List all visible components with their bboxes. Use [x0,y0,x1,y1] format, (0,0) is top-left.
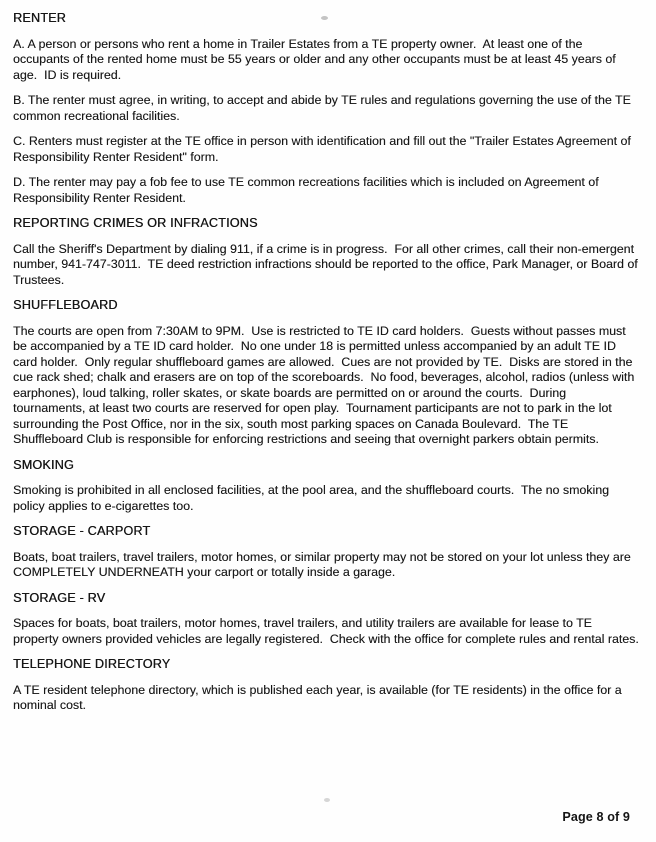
paragraph-renter-d: D. The renter may pay a fob fee to use TE common recreations facilities which is included on Agreement of Responsibility Renter Resident. [13,175,603,205]
paragraph-renter-b: B. The renter must agree, in writing, to accept and abide by TE rules and regulations governing the use of the TE common recreational facilities. [13,93,635,123]
scan-artifact-bottom [324,798,330,802]
heading-smoking: SMOKING [13,457,74,472]
section-telephone-directory [13,657,640,714]
heading-telephone-directory: TELEPHONE DIRECTORY [13,657,171,671]
paragraph-renter-a: A. A person or persons who rent a home in Trailer Estates from a TE property owner. At least one of the occupants of the rented home must be 55 years or older and any other occupants must be at least 45 years of age. ID is required. [13,36,620,82]
section-reporting-crimes [13,216,640,288]
paragraph-renter-c: C. Renters must register at the TE office in person with identification and fill out the "Trailer Estates Agreement of Responsibility Renter Resident" form. [13,134,635,164]
heading-storage-carport: STORAGE - CARPORT [13,524,151,538]
page-number: Page 8 of 9 [562,810,630,824]
paragraph-telephone-directory: A TE resident telephone directory, which is published each year, is available (for TE residents) in the office for a nominal cost. [13,682,626,712]
section-smoking [13,458,640,515]
scan-artifact-top [321,16,328,20]
paragraph-storage-rv: Spaces for boats, boat trailers, motor homes, travel trailers, and utility trailers are available for lease to TE property owners provided vehicles are legally registered. Check with the office for complete rules and rental rates. [13,616,639,646]
heading-storage-rv: STORAGE - RV [13,590,106,605]
section-renter [13,11,640,206]
paragraph-smoking: Smoking is prohibited in all enclosed facilities, at the pool area, and the shuffleboard courts. The no smoking policy applies to e-cigarettes too. [13,483,613,513]
section-storage-carport [13,524,640,581]
document-body [13,11,640,714]
paragraph-shuffleboard: The courts are open from 7:30AM to 9PM. Use is restricted to TE ID card holders. Guests without passes must be accompanied by a TE ID card holder. No one under 18 is permitted unless accompanied by an adult TE ID card holder. Only regular shuffleboard games are allowed. Cues are not provided by TE. Disks are stored in the cue rack shed; chalk and erasers are on top of the scoreboards. No food, beverages, alcohol, radios (unless with earphones), loud talking, roller skates, or skate boards are permitted on or around the courts. During tournaments, at least two courts are reserved for open play. Tournament participants are not to park in the lot surrounding the Post Office, nor in the six, south most parking spaces on Canada Boulevard. The TE Shuffleboard Club is responsible for enforcing restrictions and seeing that overnight parkers obtain permits. [13,323,638,446]
heading-reporting-crimes: REPORTING CRIMES OR INFRACTIONS [13,216,258,230]
heading-shuffleboard: SHUFFLEBOARD [13,298,118,312]
paragraph-storage-carport: Boats, boat trailers, travel trailers, motor homes, or similar property may not be stored on your lot unless they are COMPLETELY UNDERNEATH your carport or totally inside a garage. [13,549,635,579]
section-storage-rv [13,591,640,648]
paragraph-reporting-crimes: Call the Sheriff's Department by dialing 911, if a crime is in progress. For all other crimes, call their non-emergent number, 941-747-3011. TE deed restriction infractions should be reported to the office, Park Manager, or Board of Trustees. [13,241,641,287]
section-shuffleboard [13,298,640,448]
heading-renter: RENTER [13,11,66,25]
